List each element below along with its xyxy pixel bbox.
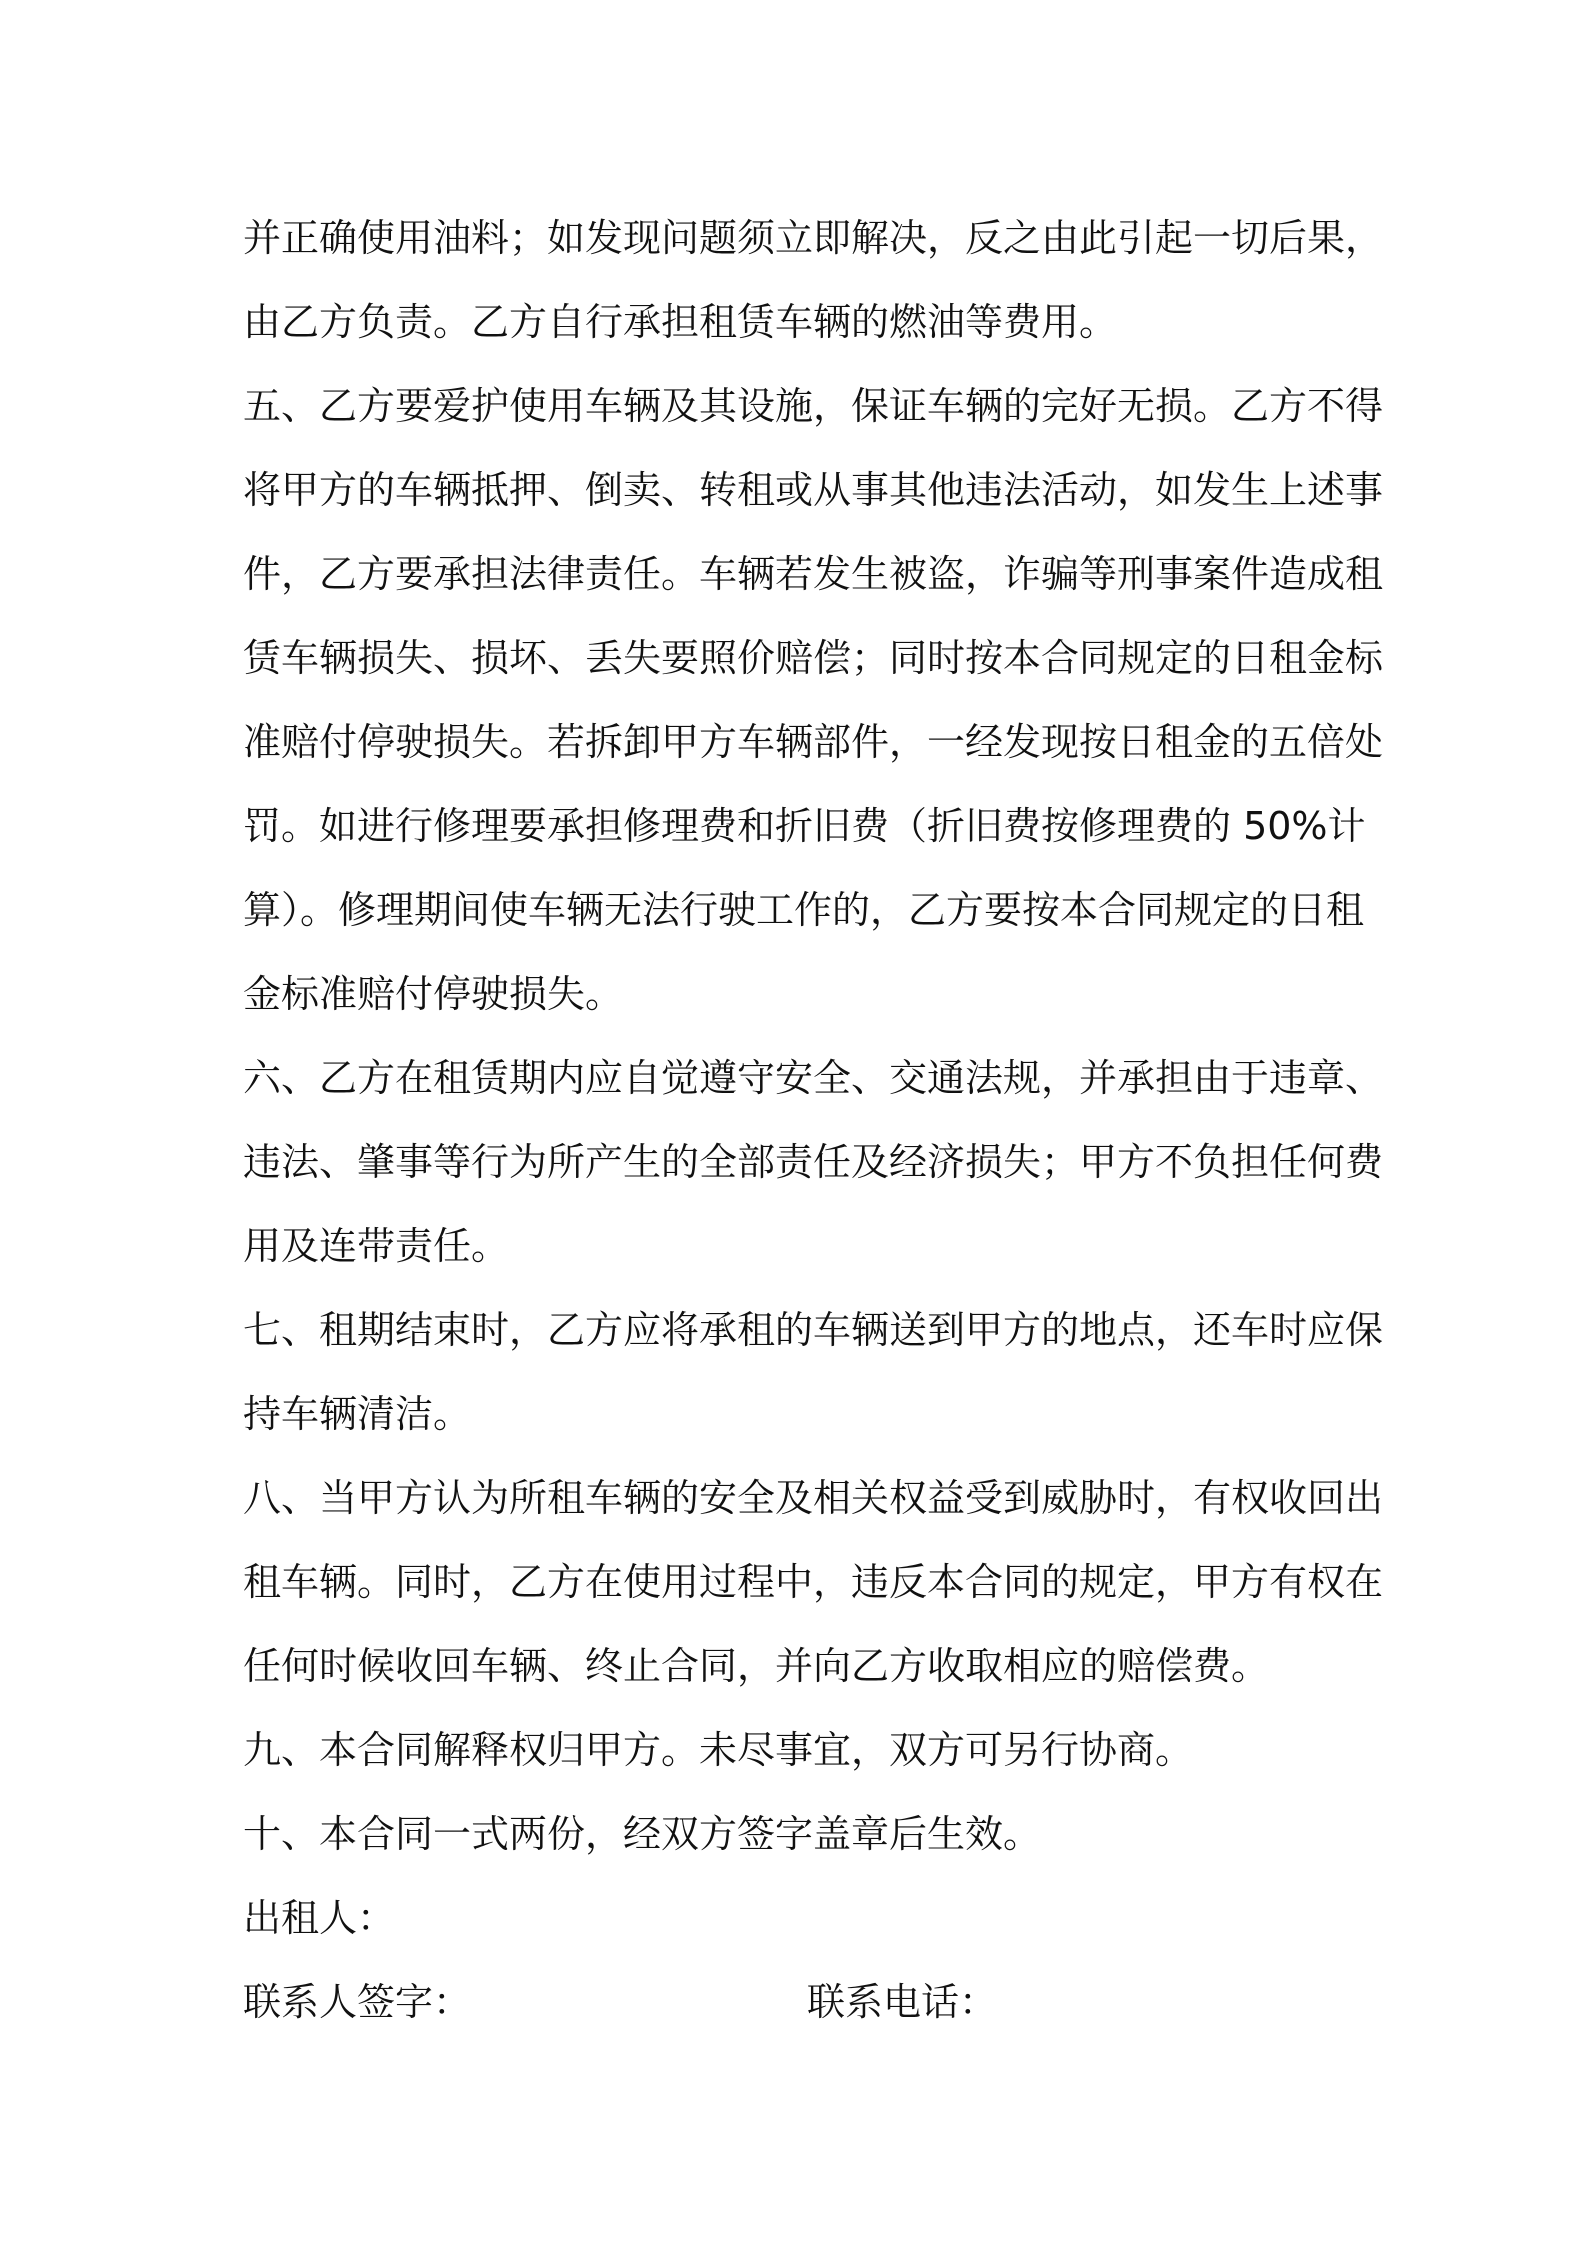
lessor-label: 出租人：: [243, 1896, 396, 1940]
text-line: 罚。如进行修理要承担修理费和折旧费（折旧费按修理费的 50%计: [243, 804, 1366, 848]
text-line: 违法、肇事等行为所产生的全部责任及经济损失；甲方不负担任何费: [243, 1140, 1384, 1184]
contact-phone-label: 联系电话：: [807, 1980, 998, 2024]
text-line: 算）。修理期间使车辆无法行驶工作的，乙方要按本合同规定的日租: [243, 888, 1365, 932]
clause-9-line: 九、本合同解释权归甲方。未尽事宜，双方可另行协商。: [243, 1728, 1194, 1772]
text-line: 将甲方的车辆抵押、倒卖、转租或从事其他违法活动，如发生上述事: [243, 468, 1384, 512]
text-line: 由乙方负责。乙方自行承担租赁车辆的燃油等费用。: [243, 300, 1118, 344]
clause-5-line: 五、乙方要爱护使用车辆及其设施，保证车辆的完好无损。乙方不得: [243, 384, 1384, 428]
contact-signature-label: 联系人签字：: [243, 1980, 472, 2024]
clause-10-line: 十、本合同一式两份，经双方签字盖章后生效。: [243, 1812, 1042, 1856]
text-line: 并正确使用油料；如发现问题须立即解决，反之由此引起一切后果，: [243, 216, 1384, 260]
text-line: 件，乙方要承担法律责任。车辆若发生被盗，诈骗等刑事案件造成租: [243, 552, 1384, 596]
text-line: 用及连带责任。: [243, 1224, 510, 1268]
text-line: 准赔付停驶损失。若拆卸甲方车辆部件，一经发现按日租金的五倍处: [243, 720, 1384, 764]
signature-row: [243, 1960, 1353, 2044]
clause-6-line: 六、乙方在租赁期内应自觉遵守安全、交通法规，并承担由于违章、: [243, 1056, 1384, 1100]
text-line: 任何时候收回车辆、终止合同，并向乙方收取相应的赔偿费。: [243, 1644, 1270, 1688]
clause-7-line: 七、租期结束时，乙方应将承租的车辆送到甲方的地点，还车时应保: [243, 1308, 1384, 1352]
text-line: 租车辆。同时，乙方在使用过程中，违反本合同的规定，甲方有权在: [243, 1560, 1384, 1604]
clause-8-line: 八、当甲方认为所租车辆的安全及相关权益受到威胁时，有权收回出: [243, 1476, 1384, 1520]
text-line: 金标准赔付停驶损失。: [243, 972, 624, 1016]
text-line: 赁车辆损失、损坏、丢失要照价赔偿；同时按本合同规定的日租金标: [243, 636, 1384, 680]
contract-body: [243, 196, 1384, 2044]
text-line: 持车辆清洁。: [243, 1392, 472, 1436]
